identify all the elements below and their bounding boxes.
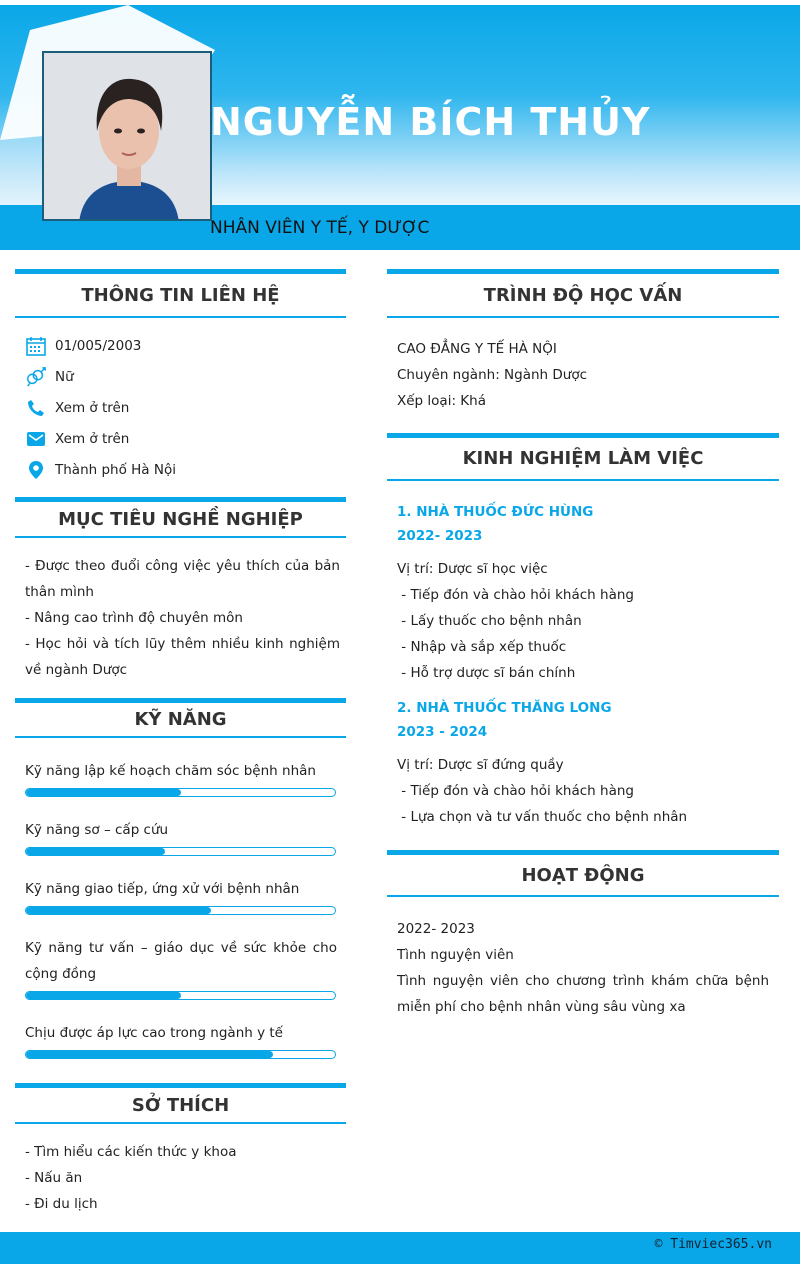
objective-line: - Học hỏi và tích lũy thêm nhiều kinh nghiệm về ngành Dược — [25, 636, 340, 678]
skill-bar — [25, 847, 336, 856]
person-photo-icon — [44, 53, 212, 221]
hobbies-section-header — [15, 1083, 346, 1124]
contact-location-text: Thành phố Hà Nội — [55, 462, 176, 478]
experience-company: 1. NHÀ THUỐC ĐỨC HÙNG — [397, 504, 594, 520]
education-school: CAO ĐẲNG Y TẾ HÀ NỘI — [397, 341, 557, 357]
skills-title: KỸ NĂNG — [134, 709, 227, 730]
skill-label: Kỹ năng tư vấn – giáo dục về sức khỏe cho cộng đồng — [25, 940, 337, 982]
skill-bar-fill — [26, 992, 181, 999]
skill-bar — [25, 906, 336, 915]
contact-item-gender — [25, 365, 74, 389]
activity-description: Tình nguyện viên cho chương trình khám chữa bệnh miễn phí cho bệnh nhân vùng sâu vùng xa — [397, 973, 769, 1015]
contact-email-text: Xem ở trên — [55, 431, 130, 447]
skill-bar-fill — [26, 907, 211, 914]
experience-task: - Lấy thuốc cho bệnh nhân — [397, 613, 582, 629]
experience-title: KINH NGHIỆM LÀM VIỆC — [462, 448, 704, 469]
footer-credit: © Timviec365.vn — [654, 1237, 772, 1252]
experience-task: - Tiếp đón và chào hỏi khách hàng — [397, 587, 634, 603]
experience-company: 2. NHÀ THUỐC THĂNG LONG — [397, 700, 612, 716]
skill-bar-fill — [26, 1051, 273, 1058]
experience-task: - Nhập và sắp xếp thuốc — [397, 639, 567, 655]
education-title: TRÌNH ĐỘ HỌC VẤN — [483, 284, 683, 306]
experience-task: - Lựa chọn và tư vấn thuốc cho bệnh nhân — [397, 809, 688, 825]
email-icon — [25, 428, 47, 450]
contact-item-email — [25, 427, 129, 451]
activities-section-header — [387, 850, 779, 897]
skill-bar — [25, 1050, 336, 1059]
activities-details — [397, 916, 769, 1020]
skill-label: Kỹ năng sơ – cấp cứu — [25, 822, 169, 838]
experience-section-header — [387, 433, 779, 481]
hobby-item: - Đi du lịch — [25, 1196, 98, 1212]
phone-icon — [25, 397, 47, 419]
hobbies-title: SỞ THÍCH — [131, 1094, 230, 1116]
profile-photo — [42, 51, 212, 221]
contact-item-birthday — [25, 334, 141, 358]
contact-title: THÔNG TIN LIÊN HỆ — [81, 284, 280, 306]
experience-position: Vị trí: Dược sĩ đứng quầy — [397, 757, 564, 773]
education-rank: Xếp loại: Khá — [397, 393, 486, 409]
activities-title: HOẠT ĐỘNG — [521, 864, 645, 886]
skill-bar-fill — [26, 789, 181, 796]
education-major: Chuyên ngành: Ngành Dược — [397, 367, 588, 383]
contact-item-location — [25, 458, 176, 482]
objective-title: MỤC TIÊU NGHỀ NGHIỆP — [58, 508, 303, 530]
experience-period: 2023 - 2024 — [397, 724, 488, 740]
footer — [0, 1232, 800, 1264]
education-section-header — [387, 269, 779, 318]
experience-task: - Hỗ trợ dược sĩ bán chính — [397, 665, 576, 681]
objective-line: - Nâng cao trình độ chuyên môn — [25, 610, 243, 626]
location-icon — [25, 459, 47, 481]
contact-section-header — [15, 269, 346, 318]
experience-job-details — [397, 556, 767, 686]
gender-icon — [25, 366, 47, 388]
education-details — [397, 336, 767, 414]
hobby-item: - Tìm hiểu các kiến thức y khoa — [25, 1144, 237, 1160]
activity-period: 2022- 2023 — [397, 921, 475, 937]
skill-label: Kỹ năng lập kế hoạch chăm sóc bệnh nhân — [25, 763, 316, 779]
contact-item-phone — [25, 396, 129, 420]
skills-section-header — [15, 698, 346, 738]
experience-position: Vị trí: Dược sĩ học việc — [397, 561, 548, 577]
skill-bar — [25, 991, 336, 1000]
candidate-name: NGUYỄN BÍCH THỦY — [210, 100, 651, 144]
activity-role: Tình nguyện viên — [397, 947, 514, 963]
experience-task: - Tiếp đón và chào hỏi khách hàng — [397, 783, 634, 799]
contact-birthday-text: 01/005/2003 — [55, 338, 142, 354]
hobbies-list — [25, 1139, 340, 1217]
skill-label: Kỹ năng giao tiếp, ứng xử với bệnh nhân — [25, 881, 300, 897]
objective-section-header — [15, 497, 346, 538]
objective-text — [25, 553, 340, 683]
contact-phone-text: Xem ở trên — [55, 400, 130, 416]
candidate-job-title: NHÂN VIÊN Y TẾ, Y DƯỢC — [210, 218, 430, 238]
experience-period: 2022- 2023 — [397, 528, 483, 544]
skill-bar-fill — [26, 848, 165, 855]
hobby-item: - Nấu ăn — [25, 1170, 83, 1186]
skill-label: Chịu được áp lực cao trong ngành y tế — [25, 1025, 283, 1041]
contact-gender-text: Nữ — [55, 369, 74, 385]
objective-line: - Được theo đuổi công việc yêu thích của bản thân mình — [25, 558, 340, 600]
header — [0, 0, 800, 250]
calendar-icon — [25, 335, 47, 357]
skill-bar — [25, 788, 336, 797]
experience-job-details — [397, 752, 767, 830]
